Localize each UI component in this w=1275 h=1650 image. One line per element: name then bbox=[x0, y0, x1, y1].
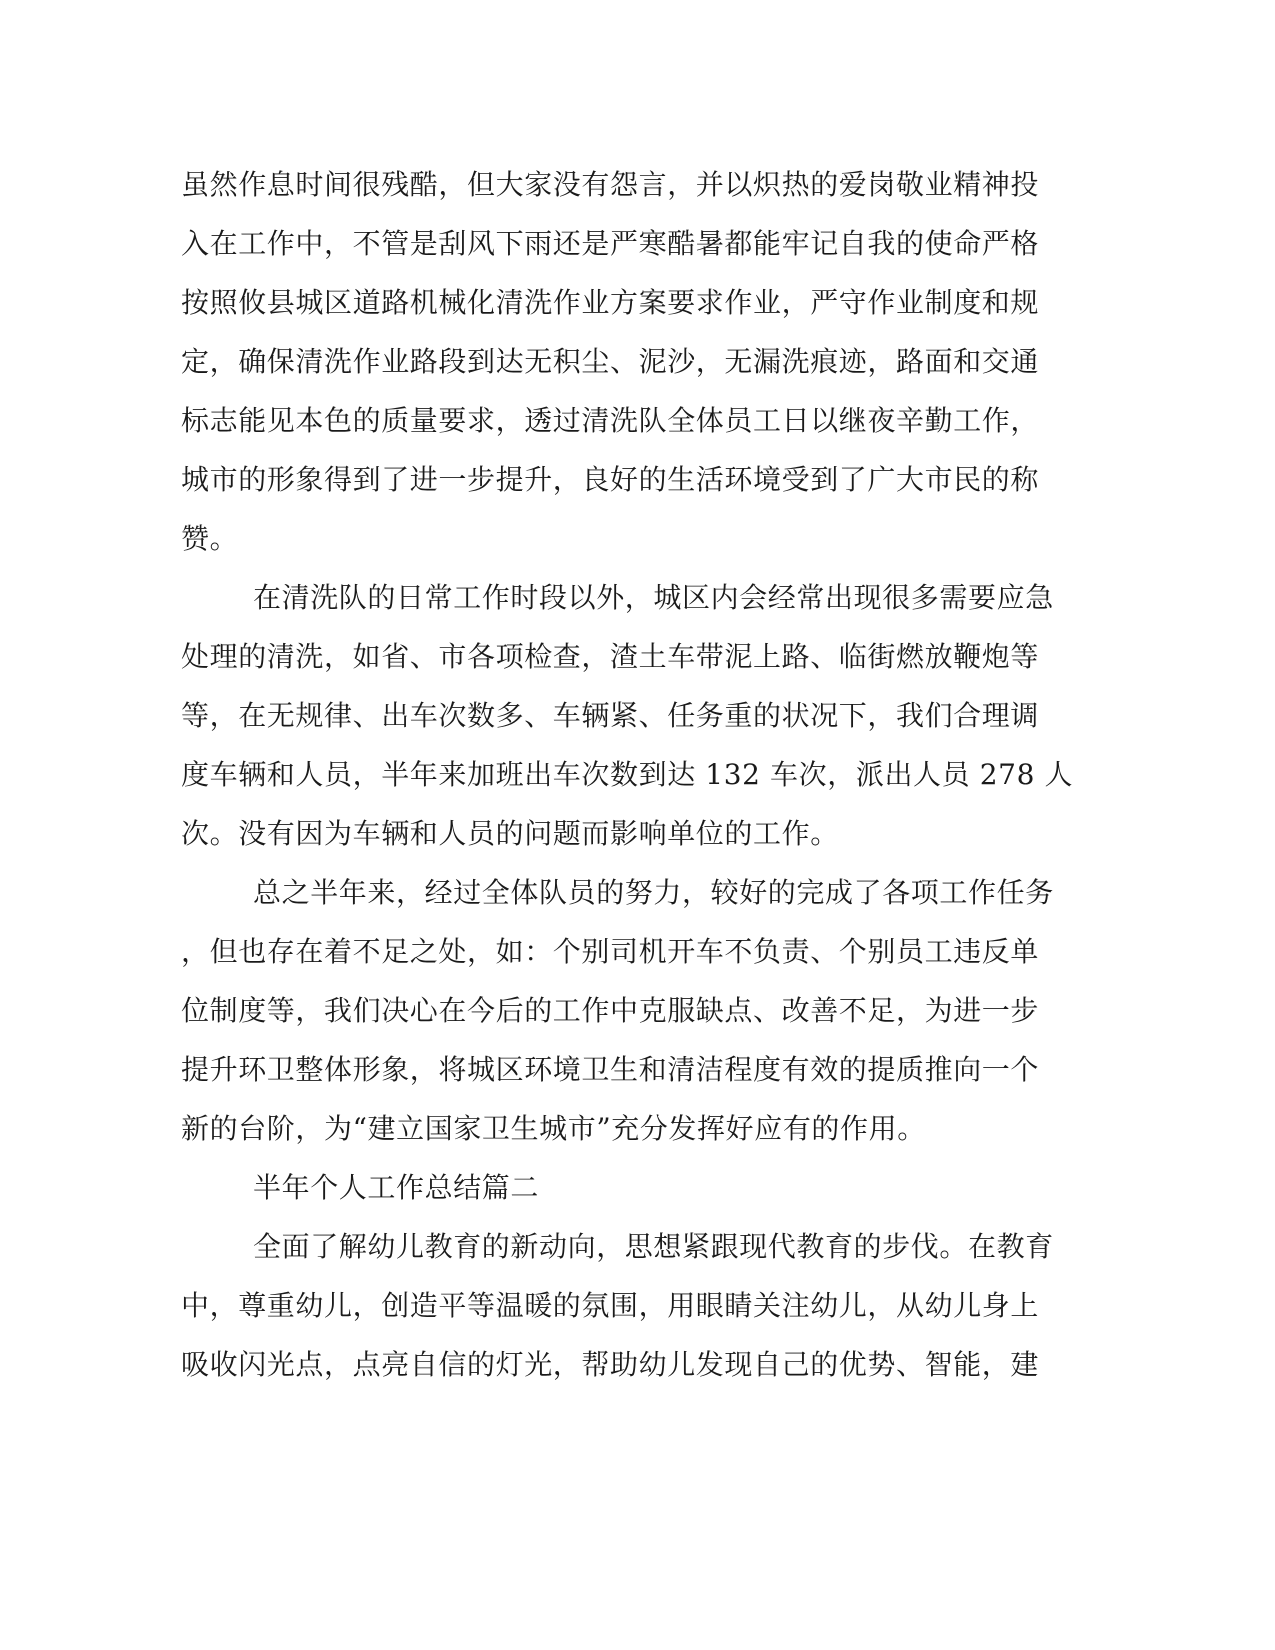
paragraph-start-line: 半年个人工作总结篇二 bbox=[253, 1171, 540, 1204]
text-line: 等，在无规律、出车次数多、车辆紧、任务重的状况下，我们合理调 bbox=[181, 699, 1040, 732]
text-line: 位制度等，我们决心在今后的工作中克服缺点、改善不足，为进一步 bbox=[181, 994, 1040, 1027]
text-line: 定，确保清洗作业路段到达无积尘、泥沙，无漏洗痕迹，路面和交通 bbox=[181, 345, 1040, 378]
text-line: 新的台阶，为“建立国家卫生城市”充分发挥好应有的作用。 bbox=[181, 1112, 926, 1145]
text-line: 入在工作中，不管是刮风下雨还是严寒酷暑都能牢记自我的使命严格 bbox=[181, 227, 1040, 260]
text-line: 处理的清洗，如省、市各项检查，渣土车带泥上路、临街燃放鞭炮等 bbox=[181, 640, 1040, 673]
text-line: 虽然作息时间很残酷，但大家没有怨言，并以炽热的爱岗敬业精神投 bbox=[181, 168, 1040, 201]
paragraph-start-line: 总之半年来，经过全体队员的努力，较好的完成了各项工作任务 bbox=[253, 876, 1054, 909]
paragraph-start-line: 全面了解幼儿教育的新动向，思想紧跟现代教育的步伐。在教育 bbox=[253, 1230, 1054, 1263]
paragraph-start-line: 在清洗队的日常工作时段以外，城区内会经常出现很多需要应急 bbox=[253, 581, 1054, 614]
text-line: 吸收闪光点，点亮自信的灯光，帮助幼儿发现自己的优势、智能，建 bbox=[181, 1348, 1040, 1381]
text-line: 赞。 bbox=[181, 522, 239, 555]
text-line: 标志能见本色的质量要求，透过清洗队全体员工日以继夜辛勤工作， bbox=[181, 404, 1040, 437]
text-line: ，但也存在着不足之处，如：个别司机开车不负责、个别员工违反单 bbox=[181, 935, 1040, 968]
text-line: 城市的形象得到了进一步提升，良好的生活环境受到了广大市民的称 bbox=[181, 463, 1040, 496]
text-line: 提升环卫整体形象，将城区环境卫生和清洁程度有效的提质推向一个 bbox=[181, 1053, 1040, 1086]
text-line: 度车辆和人员，半年来加班出车次数到达 132 车次，派出人员 278 人 bbox=[181, 758, 1074, 791]
text-line: 按照攸县城区道路机械化清洗作业方案要求作业，严守作业制度和规 bbox=[181, 286, 1040, 319]
text-line: 次。没有因为车辆和人员的问题而影响单位的工作。 bbox=[181, 817, 839, 850]
text-line: 中，尊重幼儿，创造平等温暖的氛围，用眼睛关注幼儿，从幼儿身上 bbox=[181, 1289, 1040, 1322]
document-page bbox=[181, 155, 1074, 1394]
